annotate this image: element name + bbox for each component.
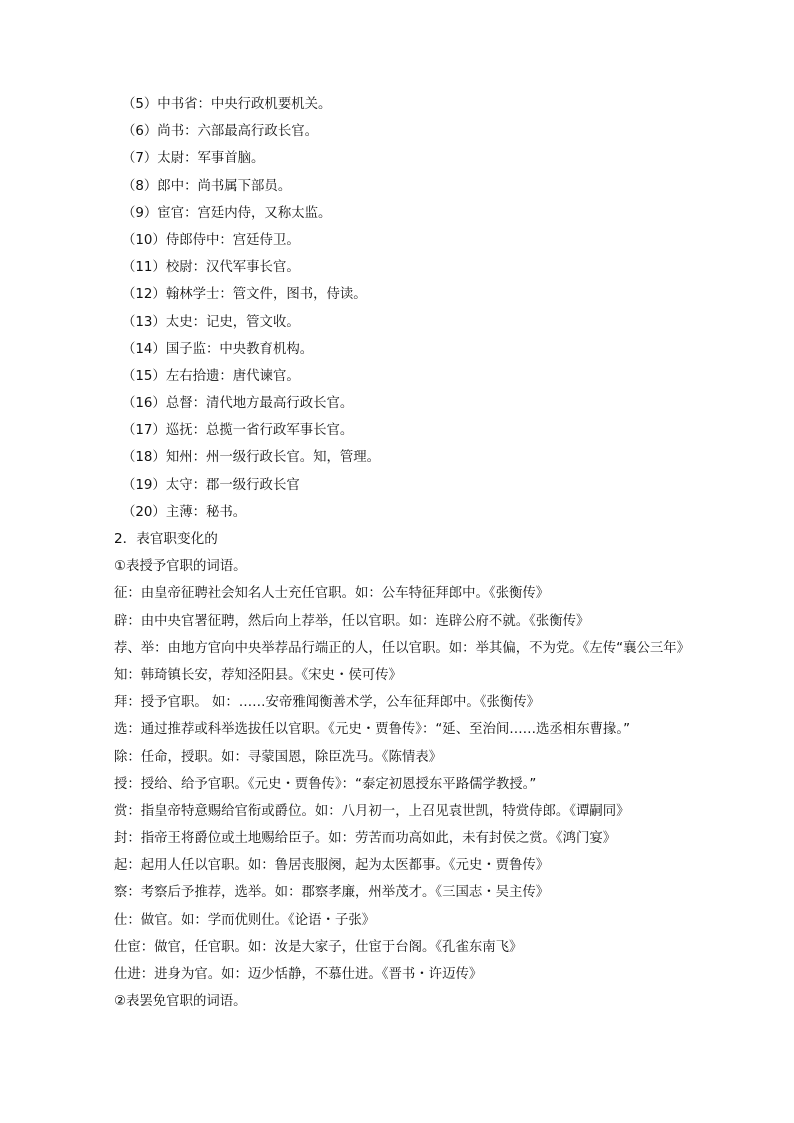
term-entry: 仕宦：做官，任官职。如：汝是大家子，仕宦于台阁。《孔雀东南飞》 — [114, 939, 523, 955]
term-entry: 除：任命，授职。如：寻蒙国恩，除臣冼马。《陈情表》 — [114, 749, 443, 765]
list-item: （20）主薄：秘书。 — [122, 504, 247, 520]
term-entry: 授：授给、给予官职。《元史・贾鲁传》：“泰定初恩授东平路儒学教授。” — [114, 776, 537, 792]
section-heading: 2．表官职变化的 — [114, 531, 218, 547]
list-item: （19）太守：郡一级行政长官 — [122, 477, 300, 493]
term-entry: 察：考察后予推荐，选举。如：郡察孝廉，州举茂才。《三国志・吴主传》 — [114, 885, 550, 901]
term-entry: 选：通过推荐或科举选拔任以官职。《元史・贾鲁传》：“延、至治间……选丞相东曹掾。” — [114, 722, 631, 738]
list-item: （14）国子监：中央教育机构。 — [122, 341, 314, 357]
list-item: （7）太尉：军事首脑。 — [122, 151, 265, 167]
term-entry: 知：韩琦镇长安，荐知泾阳县。《宋史・侯可传》 — [114, 667, 402, 683]
term-entry: 封：指帝王将爵位或土地赐给臣子。如：劳苦而功高如此，未有封侯之赏。《鸿门宴》 — [114, 831, 617, 847]
list-item: （6）尚书：六部最高行政长官。 — [122, 124, 318, 140]
list-item: （9）宦官：宫廷内侍，又称太监。 — [122, 205, 332, 221]
list-item: （17）巡抚：总揽一省行政军事长官。 — [122, 423, 354, 439]
term-entry: 征：由皇帝征聘社会知名人士充任官职。如：公车特征拜郎中。《张衡传》 — [114, 586, 550, 602]
term-entry: 荐、举：由地方官向中央举荐品行端正的人，任以官职。如：举其偏，不为党。《左传“襄公三年》 — [114, 640, 691, 656]
list-item: （18）知州：州一级行政长官。知，管理。 — [122, 450, 381, 466]
list-item: （12）翰林学士：管文件，图书，侍读。 — [122, 287, 367, 303]
term-entry: 仕进：进身为官。如：迈少恬静，不慕仕进。《晋书・许迈传》 — [114, 967, 483, 982]
document-body — [114, 91, 714, 1015]
term-entry: 起：起用人任以官职。如：鲁居丧服阕，起为太医都事。《元史・贾鲁传》 — [114, 858, 550, 874]
subsection-heading: ①表授予官职的词语。 — [114, 559, 247, 575]
list-item: （16）总督：清代地方最高行政长官。 — [122, 396, 354, 412]
term-entry: 赏：指皇帝特意赐给官衔或爵位。如：八月初一，上召见袁世凯，特赏侍郎。《谭嗣同》 — [114, 803, 630, 819]
term-entry: 辟：由中央官署征聘，然后向上荐举，任以官职。如：连辟公府不就。《张衡传》 — [114, 613, 590, 629]
subsection-heading: ②表罢免官职的词语。 — [114, 994, 247, 1010]
list-item: （5）中书省：中央行政机要机关。 — [122, 97, 332, 112]
term-entry: 拜：授予官职。 如：……安帝雅闻衡善术学，公车征拜郎中。《张衡传》 — [114, 695, 541, 711]
list-item: （8）郎中：尚书属下部员。 — [122, 178, 292, 194]
list-item: （13）太史：记史，管文收。 — [122, 314, 300, 330]
list-item: （10）侍郎侍中：宫廷侍卫。 — [122, 232, 300, 248]
term-entry: 仕：做官。如：学而优则仕。《论语・子张》 — [114, 912, 376, 928]
list-item: （11）校尉：汉代军事长官。 — [122, 260, 300, 276]
list-item: （15）左右拾遗：唐代谏官。 — [122, 368, 300, 384]
